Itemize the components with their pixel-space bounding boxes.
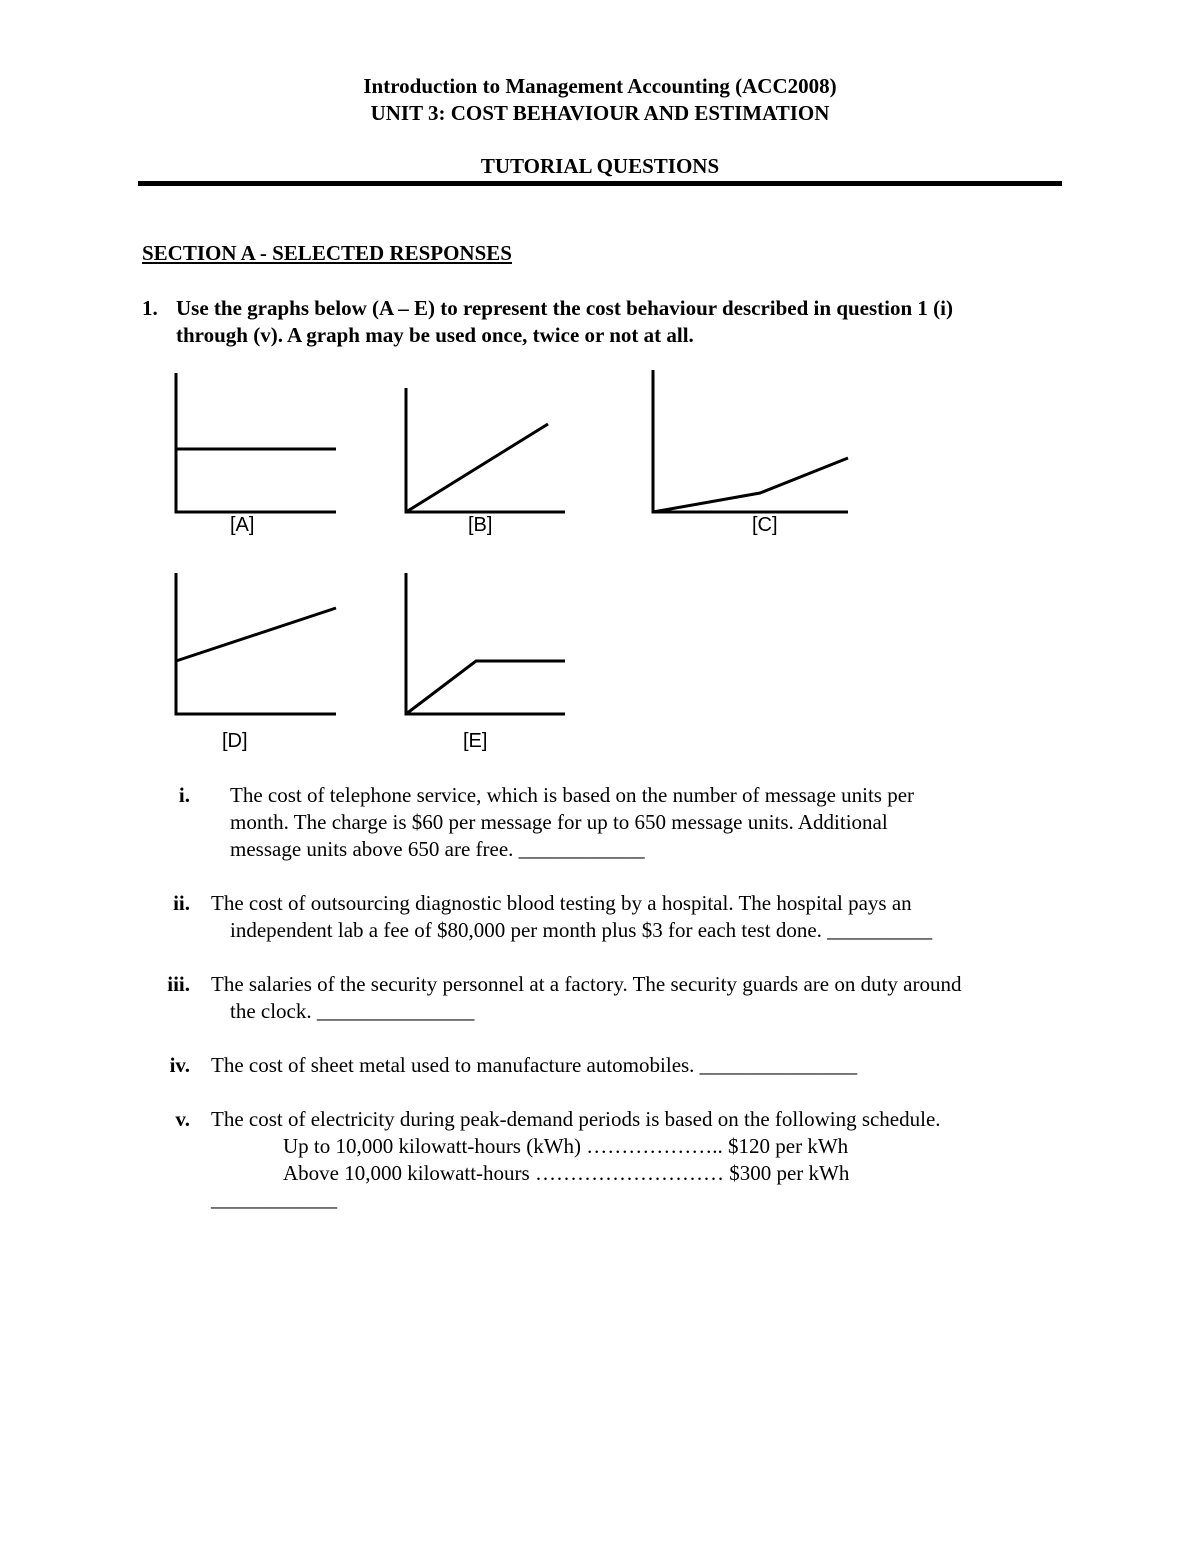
question-text-line2: through (v). A graph may be used once, twice or not at all. bbox=[176, 323, 694, 347]
item-i-line2: month. The charge is $60 per message for up to 650 message units. Additional bbox=[230, 810, 888, 834]
item-v-line1: The cost of electricity during peak-demand periods is based on the following schedule. bbox=[211, 1107, 941, 1131]
item-iii-line2: the clock. _______________ bbox=[230, 999, 475, 1023]
graph-d bbox=[176, 573, 336, 714]
graph-e-axes bbox=[406, 573, 565, 714]
question-number: 1. bbox=[142, 296, 158, 320]
graph-d-cost-line bbox=[176, 608, 336, 661]
item-ii-line2: independent lab a fee of $80,000 per month plus $3 for each test done. __________ bbox=[230, 918, 933, 942]
item-ii-line1: The cost of outsourcing diagnostic blood testing by a hospital. The hospital pays an bbox=[211, 891, 912, 915]
graph-e bbox=[406, 573, 565, 714]
graph-a-label: [A] bbox=[230, 514, 255, 536]
graph-e-cost-line bbox=[406, 661, 565, 714]
item-iii-line1: The salaries of the security personnel at a factory. The security guards are on duty around bbox=[211, 972, 962, 996]
item-v-numeral: v. bbox=[175, 1107, 190, 1131]
graph-b-cost-line bbox=[406, 424, 548, 512]
item-i-numeral: i. bbox=[178, 783, 190, 807]
item-i-line3: message units above 650 are free. ____________ bbox=[230, 837, 645, 861]
graph-b-axes bbox=[406, 388, 565, 512]
tutorial-heading: TUTORIAL QUESTIONS bbox=[480, 154, 720, 178]
graph-e-label: [E] bbox=[463, 730, 488, 752]
item-iv-numeral: iv. bbox=[169, 1053, 190, 1077]
item-v-schedule2: Above 10,000 kilowatt-hours ……………………… $300 per kWh bbox=[283, 1161, 850, 1185]
graph-a bbox=[176, 373, 336, 512]
graph-b-label: [B] bbox=[468, 514, 493, 536]
item-iv-line1: The cost of sheet metal used to manufacture automobiles. _______________ bbox=[211, 1053, 858, 1077]
item-ii-numeral: ii. bbox=[173, 891, 190, 915]
graph-d-axes bbox=[176, 573, 336, 714]
graph-c-axes bbox=[653, 370, 848, 512]
graph-c-cost-line bbox=[653, 458, 848, 512]
item-v-schedule1: Up to 10,000 kilowatt-hours (kWh) ……………….. $120 per kWh bbox=[283, 1134, 849, 1158]
item-v-answer-blank: ____________ bbox=[211, 1187, 337, 1211]
graph-a-axes bbox=[176, 373, 336, 512]
graph-c-label: [C] bbox=[752, 514, 778, 536]
graph-c bbox=[653, 370, 848, 512]
section-title: SECTION A - SELECTED RESPONSES bbox=[142, 241, 512, 265]
question-text-line1: Use the graphs below (A – E) to represent the cost behaviour described in question 1 (i) bbox=[176, 296, 953, 320]
item-iii-numeral: iii. bbox=[167, 972, 190, 996]
graph-b bbox=[406, 388, 565, 512]
unit-title: UNIT 3: COST BEHAVIOUR AND ESTIMATION bbox=[370, 101, 830, 125]
item-i-line1: The cost of telephone service, which is based on the number of message units per bbox=[230, 783, 915, 807]
graph-d-label: [D] bbox=[222, 730, 248, 752]
course-title: Introduction to Management Accounting (ACC2008) bbox=[363, 74, 837, 98]
